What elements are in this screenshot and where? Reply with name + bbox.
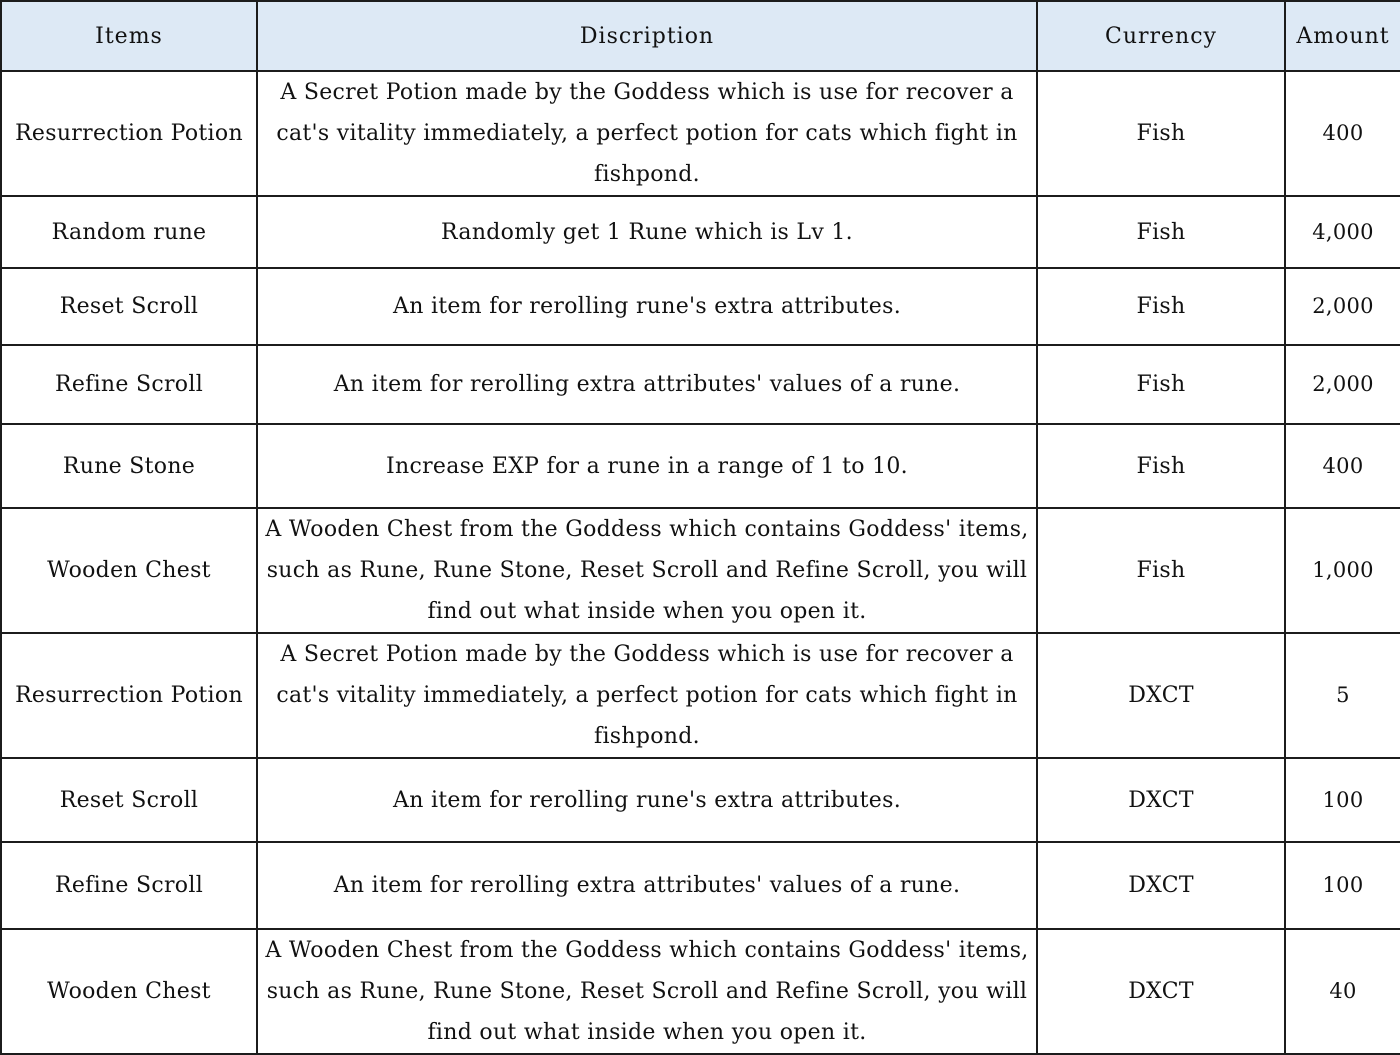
table-row bbox=[1, 758, 1400, 842]
header-description: Discription bbox=[257, 1, 1037, 71]
item-amount: 5 bbox=[1285, 633, 1400, 758]
item-currency: Fish bbox=[1037, 71, 1285, 196]
item-description: A Secret Potion made by the Goddess which is use for recover a cat's vitality immediately, a perfect potion for cats which fight in fishpond. bbox=[257, 71, 1037, 196]
item-currency: DXCT bbox=[1037, 929, 1285, 1054]
item-currency: DXCT bbox=[1037, 633, 1285, 758]
table-row bbox=[1, 71, 1400, 196]
item-currency: Fish bbox=[1037, 268, 1285, 345]
header-amount: Amount bbox=[1285, 1, 1400, 71]
table-body bbox=[1, 71, 1400, 1054]
item-name: Reset Scroll bbox=[1, 758, 257, 842]
item-name: Wooden Chest bbox=[1, 929, 257, 1054]
header-currency: Currency bbox=[1037, 1, 1285, 71]
item-name: Resurrection Potion bbox=[1, 633, 257, 758]
item-description: Randomly get 1 Rune which is Lv 1. bbox=[257, 196, 1037, 268]
item-name: Refine Scroll bbox=[1, 842, 257, 929]
item-description: A Secret Potion made by the Goddess which is use for recover a cat's vitality immediately, a perfect potion for cats which fight in fishpond. bbox=[257, 633, 1037, 758]
table-row bbox=[1, 842, 1400, 929]
item-currency: Fish bbox=[1037, 345, 1285, 424]
item-name: Wooden Chest bbox=[1, 508, 257, 633]
item-currency: DXCT bbox=[1037, 758, 1285, 842]
item-amount: 400 bbox=[1285, 424, 1400, 508]
header-row bbox=[1, 1, 1400, 71]
item-description: A Wooden Chest from the Goddess which contains Goddess' items, such as Rune, Rune Stone, Reset Scroll and Refine Scroll, you will find out what inside when you open it. bbox=[257, 929, 1037, 1054]
table-row bbox=[1, 345, 1400, 424]
item-amount: 4,000 bbox=[1285, 196, 1400, 268]
table-row bbox=[1, 424, 1400, 508]
item-currency: Fish bbox=[1037, 424, 1285, 508]
item-amount: 40 bbox=[1285, 929, 1400, 1054]
header-items: Items bbox=[1, 1, 257, 71]
item-description: Increase EXP for a rune in a range of 1 to 10. bbox=[257, 424, 1037, 508]
item-currency: DXCT bbox=[1037, 842, 1285, 929]
item-amount: 100 bbox=[1285, 842, 1400, 929]
item-description: An item for rerolling rune's extra attributes. bbox=[257, 268, 1037, 345]
item-name: Resurrection Potion bbox=[1, 71, 257, 196]
item-amount: 100 bbox=[1285, 758, 1400, 842]
item-description: An item for rerolling extra attributes' values of a rune. bbox=[257, 345, 1037, 424]
table-row bbox=[1, 633, 1400, 758]
item-name: Random rune bbox=[1, 196, 257, 268]
item-amount: 400 bbox=[1285, 71, 1400, 196]
item-name: Reset Scroll bbox=[1, 268, 257, 345]
table-row bbox=[1, 268, 1400, 345]
item-description: An item for rerolling extra attributes' values of a rune. bbox=[257, 842, 1037, 929]
item-amount: 2,000 bbox=[1285, 268, 1400, 345]
table-row bbox=[1, 196, 1400, 268]
item-name: Refine Scroll bbox=[1, 345, 257, 424]
item-currency: Fish bbox=[1037, 508, 1285, 633]
table-row bbox=[1, 929, 1400, 1054]
item-amount: 2,000 bbox=[1285, 345, 1400, 424]
item-amount: 1,000 bbox=[1285, 508, 1400, 633]
item-description: A Wooden Chest from the Goddess which contains Goddess' items, such as Rune, Rune Stone, Reset Scroll and Refine Scroll, you will find out what inside when you open it. bbox=[257, 508, 1037, 633]
item-name: Rune Stone bbox=[1, 424, 257, 508]
item-currency: Fish bbox=[1037, 196, 1285, 268]
table-row bbox=[1, 508, 1400, 633]
table-header bbox=[1, 1, 1400, 71]
item-description: An item for rerolling rune's extra attributes. bbox=[257, 758, 1037, 842]
